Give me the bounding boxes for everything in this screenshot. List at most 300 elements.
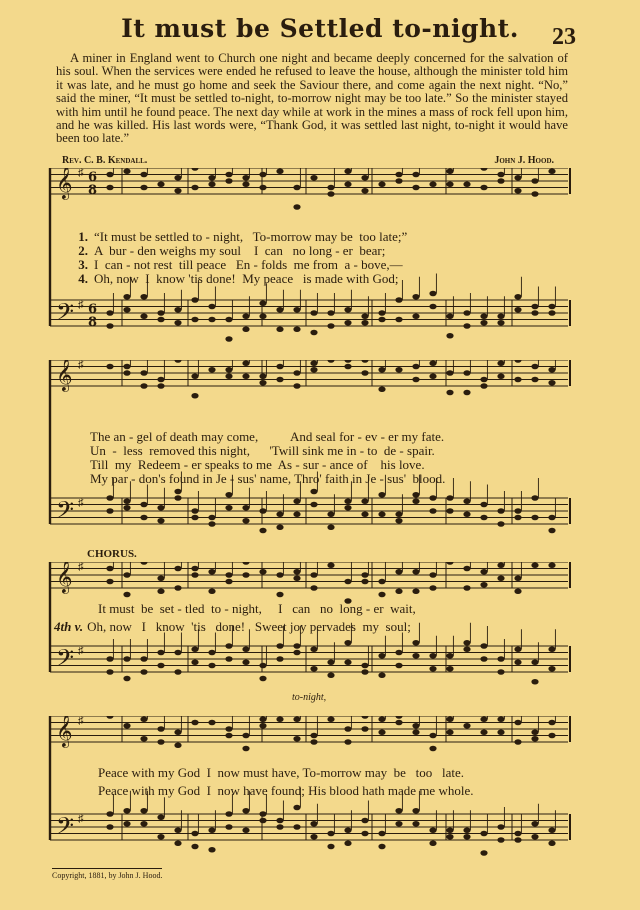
- note-head-icon: [446, 168, 453, 174]
- note-head-icon: [378, 386, 385, 392]
- note-head-icon: [157, 518, 164, 524]
- note-head-icon: [395, 588, 402, 594]
- note-head-icon: [344, 659, 351, 665]
- chorus-line-3: [98, 766, 464, 779]
- note-head-icon: [531, 178, 538, 184]
- note-head-icon: [429, 746, 436, 752]
- note-head-icon: [157, 663, 164, 669]
- note-head-icon: [463, 585, 470, 591]
- note-head-icon: [480, 643, 487, 649]
- note-head-icon: [361, 716, 368, 719]
- time-signature-icon: 6: [88, 302, 98, 317]
- note-head-icon: [140, 808, 147, 814]
- note-head-icon: [361, 313, 368, 319]
- note-head-icon: [157, 726, 164, 732]
- note-head-icon: [310, 310, 317, 316]
- note-head-icon: [378, 492, 385, 498]
- note-head-icon: [225, 643, 232, 649]
- note-head-icon: [361, 320, 368, 326]
- note-head-icon: [378, 716, 385, 722]
- note-head-icon: [412, 640, 419, 646]
- note-head-icon: [412, 723, 419, 729]
- verse-1-line: [46, 230, 407, 243]
- note-head-icon: [293, 498, 300, 504]
- note-head-icon: [344, 640, 351, 646]
- note-head-icon: [412, 377, 419, 383]
- note-head-icon: [174, 360, 181, 363]
- note-head-icon: [327, 562, 334, 568]
- note-head-icon: [514, 720, 521, 726]
- chorus-text: Peace with my God I now must have, To-morrow may be too late.: [98, 765, 465, 780]
- note-head-icon: [531, 364, 538, 370]
- note-head-icon: [242, 181, 249, 187]
- note-head-icon: [480, 831, 487, 837]
- note-head-icon: [276, 716, 283, 722]
- note-head-icon: [174, 495, 181, 501]
- key-sharp-icon: ♯: [78, 644, 84, 657]
- note-head-icon: [497, 716, 504, 722]
- note-head-icon: [310, 834, 317, 840]
- note-head-icon: [259, 313, 266, 319]
- note-head-icon: [395, 720, 402, 726]
- intro-paragraph: A miner in England went to Church one night and became deeply concerned for the salvation of his soul. When the services were ended he refused to leave the house, although the minister told him it was late, and he must go home and seek the Saviour there, and come again the next night. “No,” said the miner, “It must be settled to-night, to-morrow night may be too late.” So the minister stayed with him until he found peace. The next day while at work in the mines a mass of rock fell upon him, and he was killed. His last words were, “Thank God, it was settled last night, to-night it would have been too late.”: [56, 51, 568, 146]
- note-head-icon: [293, 824, 300, 830]
- note-head-icon: [123, 364, 130, 370]
- note-head-icon: [497, 521, 504, 527]
- note-head-icon: [514, 837, 521, 843]
- treble-clef-icon: 𝄞: [56, 562, 73, 593]
- note-head-icon: [191, 566, 198, 572]
- note-head-icon: [276, 168, 283, 174]
- note-head-icon: [140, 821, 147, 827]
- verse-number: 1.: [78, 229, 88, 244]
- note-head-icon: [412, 653, 419, 659]
- note-head-icon: [446, 508, 453, 514]
- note-head-icon: [378, 181, 385, 187]
- note-head-icon: [548, 840, 555, 846]
- note-head-icon: [514, 188, 521, 194]
- note-head-icon: [157, 505, 164, 511]
- note-head-icon: [514, 307, 521, 313]
- note-head-icon: [361, 572, 368, 578]
- bass-clef-icon: 𝄢: [56, 298, 75, 331]
- note-head-icon: [310, 646, 317, 652]
- note-head-icon: [140, 313, 147, 319]
- verse-3-cont: [90, 458, 425, 471]
- note-head-icon: [361, 370, 368, 376]
- note-head-icon: [259, 676, 266, 682]
- note-head-icon: [395, 297, 402, 303]
- note-head-icon: [242, 746, 249, 752]
- note-head-icon: [293, 643, 300, 649]
- composer-credit: John J. Hood.: [494, 155, 554, 166]
- note-head-icon: [242, 505, 249, 511]
- note-head-icon: [548, 367, 555, 373]
- note-head-icon: [463, 646, 470, 652]
- note-head-icon: [378, 367, 385, 373]
- note-head-icon: [174, 669, 181, 675]
- note-head-icon: [276, 572, 283, 578]
- verse-text: Un - less removed this night, 'Twill sink me in - to de - spair.: [90, 443, 435, 458]
- note-head-icon: [259, 508, 266, 514]
- note-head-icon: [174, 650, 181, 656]
- note-head-icon: [480, 383, 487, 389]
- music-system-4: [46, 716, 572, 858]
- note-head-icon: [123, 294, 130, 300]
- note-head-icon: [242, 808, 249, 814]
- note-head-icon: [191, 508, 198, 514]
- note-head-icon: [412, 808, 419, 814]
- note-head-icon: [514, 575, 521, 581]
- note-head-icon: [140, 736, 147, 742]
- note-head-icon: [446, 666, 453, 672]
- note-head-icon: [174, 175, 181, 181]
- note-head-icon: [548, 310, 555, 316]
- note-head-icon: [327, 716, 334, 722]
- note-head-icon: [361, 175, 368, 181]
- note-head-icon: [531, 515, 538, 521]
- note-head-icon: [293, 736, 300, 742]
- note-head-icon: [446, 562, 453, 565]
- note-head-icon: [327, 191, 334, 197]
- note-head-icon: [123, 723, 130, 729]
- note-head-icon: [531, 834, 538, 840]
- note-head-icon: [225, 317, 232, 323]
- note-head-icon: [327, 659, 334, 665]
- note-head-icon: [395, 511, 402, 517]
- note-head-icon: [548, 827, 555, 833]
- note-head-icon: [497, 508, 504, 514]
- note-head-icon: [174, 827, 181, 833]
- note-head-icon: [293, 326, 300, 332]
- note-head-icon: [327, 511, 334, 517]
- note-head-icon: [378, 672, 385, 678]
- note-head-icon: [157, 739, 164, 745]
- note-head-icon: [259, 380, 266, 386]
- note-head-icon: [514, 588, 521, 594]
- note-head-icon: [412, 498, 419, 504]
- note-head-icon: [191, 831, 198, 837]
- note-head-icon: [531, 729, 538, 735]
- note-head-icon: [140, 502, 147, 508]
- note-head-icon: [225, 579, 232, 585]
- note-head-icon: [463, 834, 470, 840]
- note-head-icon: [123, 821, 130, 827]
- treble-clef-icon: 𝄞: [56, 716, 73, 747]
- note-head-icon: [497, 172, 504, 178]
- note-head-icon: [344, 181, 351, 187]
- note-head-icon: [531, 310, 538, 316]
- note-head-icon: [242, 360, 249, 366]
- note-head-icon: [480, 168, 487, 171]
- note-head-icon: [395, 569, 402, 575]
- note-head-icon: [361, 818, 368, 824]
- note-head-icon: [191, 844, 198, 850]
- chorus-text: Oh, now I know 'tis done! Sweet joy pervades my soul;: [87, 619, 411, 634]
- chorus-label: CHORUS.: [87, 548, 137, 560]
- music-system-2: [46, 360, 572, 536]
- note-head-icon: [106, 566, 113, 572]
- note-head-icon: [463, 370, 470, 376]
- note-head-icon: [310, 360, 317, 366]
- note-head-icon: [140, 515, 147, 521]
- note-head-icon: [327, 310, 334, 316]
- note-head-icon: [225, 733, 232, 739]
- time-signature-icon: 8: [88, 183, 98, 198]
- note-head-icon: [225, 656, 232, 662]
- note-head-icon: [242, 175, 249, 181]
- note-head-icon: [106, 811, 113, 817]
- note-head-icon: [106, 310, 113, 316]
- verse-4-marker: 4th v.: [54, 619, 84, 634]
- note-head-icon: [327, 524, 334, 530]
- note-head-icon: [293, 204, 300, 210]
- note-head-icon: [480, 515, 487, 521]
- note-head-icon: [140, 370, 147, 376]
- note-head-icon: [412, 729, 419, 735]
- treble-clef-icon: 𝄞: [56, 168, 73, 199]
- bass-clef-icon: 𝄢: [56, 644, 75, 677]
- verse-2-line: [46, 244, 385, 257]
- note-head-icon: [259, 373, 266, 379]
- note-head-icon: [531, 821, 538, 827]
- note-head-icon: [497, 575, 504, 581]
- note-head-icon: [327, 831, 334, 837]
- note-head-icon: [514, 508, 521, 514]
- note-head-icon: [157, 834, 164, 840]
- note-head-icon: [361, 360, 368, 363]
- note-head-icon: [378, 310, 385, 316]
- note-head-icon: [480, 729, 487, 735]
- note-head-icon: [208, 720, 215, 726]
- music-system-3: [46, 562, 572, 694]
- note-head-icon: [174, 489, 181, 495]
- note-head-icon: [395, 716, 402, 719]
- note-head-icon: [497, 313, 504, 319]
- copyright-notice: Copyright, 1881, by John J. Hood.: [52, 868, 162, 880]
- note-head-icon: [412, 588, 419, 594]
- note-head-icon: [497, 320, 504, 326]
- bass-lyric: to-night,: [292, 692, 327, 703]
- note-head-icon: [327, 844, 334, 850]
- note-head-icon: [412, 569, 419, 575]
- note-head-icon: [480, 850, 487, 856]
- note-head-icon: [480, 313, 487, 319]
- note-head-icon: [548, 562, 555, 568]
- note-head-icon: [208, 588, 215, 594]
- note-head-icon: [106, 508, 113, 514]
- note-head-icon: [514, 377, 521, 383]
- note-head-icon: [378, 511, 385, 517]
- key-sharp-icon: ♯: [78, 298, 84, 311]
- note-head-icon: [225, 367, 232, 373]
- note-head-icon: [344, 579, 351, 585]
- note-head-icon: [378, 592, 385, 598]
- note-head-icon: [378, 653, 385, 659]
- note-head-icon: [310, 572, 317, 578]
- note-head-icon: [497, 729, 504, 735]
- note-head-icon: [157, 181, 164, 187]
- note-head-icon: [344, 168, 351, 174]
- note-head-icon: [531, 736, 538, 742]
- note-head-icon: [531, 679, 538, 685]
- verse-4-line: [46, 272, 399, 285]
- note-head-icon: [480, 656, 487, 662]
- verse-3-line: [46, 258, 403, 271]
- chorus-text: Peace with my God I now have found; His blood hath made me whole.: [98, 783, 474, 798]
- note-head-icon: [531, 495, 538, 501]
- key-sharp-icon: ♯: [78, 496, 84, 509]
- note-head-icon: [361, 669, 368, 675]
- note-head-icon: [123, 808, 130, 814]
- note-head-icon: [429, 733, 436, 739]
- note-head-icon: [548, 380, 555, 386]
- note-head-icon: [276, 377, 283, 383]
- note-head-icon: [310, 733, 317, 739]
- note-head-icon: [361, 579, 368, 585]
- note-head-icon: [140, 172, 147, 178]
- note-head-icon: [208, 663, 215, 669]
- note-head-icon: [293, 307, 300, 313]
- note-head-icon: [429, 373, 436, 379]
- note-head-icon: [174, 188, 181, 194]
- note-head-icon: [276, 592, 283, 598]
- key-sharp-icon: ♯: [78, 812, 84, 825]
- note-head-icon: [548, 720, 555, 726]
- note-head-icon: [293, 575, 300, 581]
- verse-text: The an - gel of death may come, And seal for - ev - er my fate.: [90, 429, 445, 444]
- note-head-icon: [242, 562, 249, 565]
- note-head-icon: [259, 818, 266, 824]
- note-head-icon: [361, 663, 368, 669]
- note-head-icon: [344, 320, 351, 326]
- note-head-icon: [327, 360, 334, 363]
- note-head-icon: [242, 827, 249, 833]
- note-head-icon: [276, 326, 283, 332]
- note-head-icon: [208, 521, 215, 527]
- note-head-icon: [446, 390, 453, 396]
- verse-text: My par - don's found in Je - sus' name, Thro' faith in Je - sus' blood.: [90, 471, 446, 486]
- note-head-icon: [395, 663, 402, 669]
- note-head-icon: [429, 827, 436, 833]
- note-head-icon: [157, 814, 164, 820]
- chorus-line-1: [98, 602, 416, 615]
- note-head-icon: [412, 821, 419, 827]
- note-head-icon: [106, 364, 113, 370]
- note-head-icon: [548, 646, 555, 652]
- bass-clef-icon: 𝄢: [56, 812, 75, 845]
- note-head-icon: [429, 666, 436, 672]
- note-head-icon: [548, 733, 555, 739]
- note-head-icon: [310, 739, 317, 745]
- note-head-icon: [140, 562, 147, 565]
- note-head-icon: [446, 181, 453, 187]
- note-head-icon: [259, 172, 266, 178]
- note-head-icon: [446, 716, 453, 722]
- music-system-1: [46, 168, 572, 344]
- note-head-icon: [361, 831, 368, 837]
- note-head-icon: [157, 383, 164, 389]
- note-head-icon: [106, 716, 113, 719]
- note-head-icon: [140, 383, 147, 389]
- note-head-icon: [497, 178, 504, 184]
- note-head-icon: [276, 364, 283, 370]
- note-head-icon: [174, 320, 181, 326]
- note-head-icon: [548, 528, 555, 534]
- chorus-text: It must be set - tled to - night, I can no long - er wait,: [98, 601, 416, 616]
- note-head-icon: [497, 824, 504, 830]
- note-head-icon: [293, 370, 300, 376]
- verse-number: 2.: [78, 243, 88, 258]
- note-head-icon: [344, 726, 351, 732]
- note-head-icon: [310, 666, 317, 672]
- note-head-icon: [344, 739, 351, 745]
- note-head-icon: [310, 175, 317, 181]
- note-head-icon: [463, 566, 470, 572]
- note-head-icon: [140, 716, 147, 722]
- note-head-icon: [191, 393, 198, 399]
- note-head-icon: [208, 304, 215, 310]
- note-head-icon: [276, 524, 283, 530]
- key-sharp-icon: ♯: [78, 562, 84, 573]
- note-head-icon: [174, 566, 181, 572]
- note-head-icon: [378, 579, 385, 585]
- note-head-icon: [225, 572, 232, 578]
- note-head-icon: [429, 291, 436, 297]
- note-head-icon: [531, 191, 538, 197]
- note-head-icon: [327, 672, 334, 678]
- note-head-icon: [531, 304, 538, 310]
- note-head-icon: [208, 650, 215, 656]
- note-head-icon: [531, 377, 538, 383]
- note-head-icon: [242, 373, 249, 379]
- note-head-icon: [446, 313, 453, 319]
- note-head-icon: [242, 659, 249, 665]
- note-head-icon: [208, 827, 215, 833]
- note-head-icon: [191, 572, 198, 578]
- note-head-icon: [208, 175, 215, 181]
- page-number: 23: [552, 24, 576, 50]
- note-head-icon: [361, 511, 368, 517]
- treble-clef-icon: 𝄞: [56, 360, 73, 391]
- note-head-icon: [157, 317, 164, 323]
- note-head-icon: [378, 317, 385, 323]
- note-head-icon: [446, 827, 453, 833]
- verse-text: A bur - den weighs my soul I can no long - er bear;: [94, 243, 386, 258]
- note-head-icon: [276, 818, 283, 824]
- note-head-icon: [497, 669, 504, 675]
- note-head-icon: [446, 729, 453, 735]
- note-head-icon: [293, 383, 300, 389]
- note-head-icon: [429, 653, 436, 659]
- note-head-icon: [208, 367, 215, 373]
- note-head-icon: [344, 840, 351, 846]
- note-head-icon: [463, 323, 470, 329]
- note-head-icon: [157, 588, 164, 594]
- note-head-icon: [106, 172, 113, 178]
- verse-number: 3.: [78, 257, 88, 272]
- note-head-icon: [191, 297, 198, 303]
- note-head-icon: [310, 330, 317, 336]
- note-head-icon: [259, 569, 266, 575]
- note-head-icon: [480, 320, 487, 326]
- note-head-icon: [548, 515, 555, 521]
- note-head-icon: [191, 185, 198, 191]
- note-head-icon: [514, 175, 521, 181]
- note-head-icon: [395, 178, 402, 184]
- note-head-icon: [344, 364, 351, 370]
- verse-number: 4.: [78, 271, 88, 286]
